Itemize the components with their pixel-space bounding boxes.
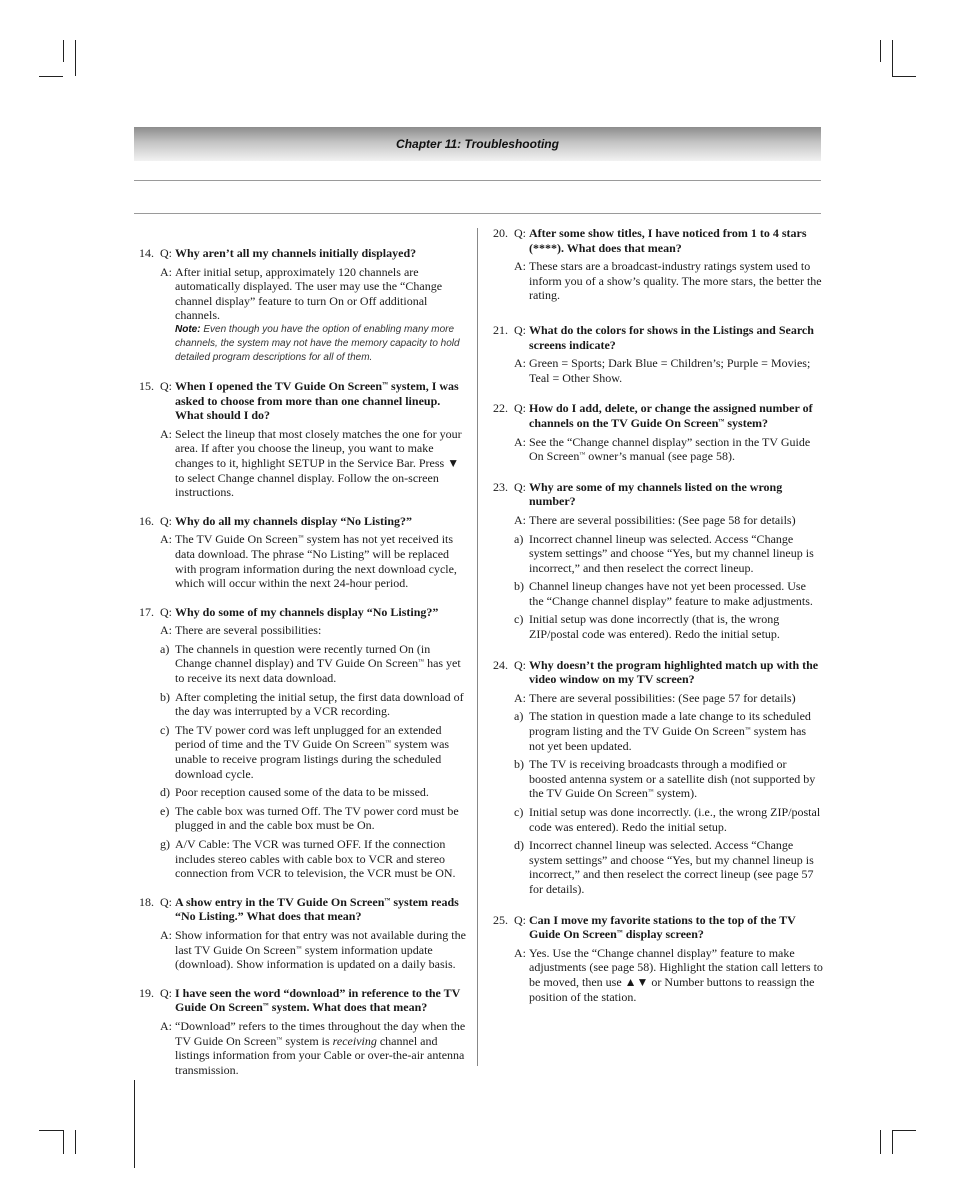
answer-emphasis: receiving: [332, 1033, 377, 1048]
question-text-part: display screen?: [622, 927, 704, 942]
list-text: Poor reception caused some of the data to be missed.: [175, 785, 429, 800]
question-text: [529, 401, 823, 430]
question-text-part: I have seen the word “download” in reference to the TV Guide On Screen: [175, 985, 461, 1015]
list-item: [514, 838, 823, 896]
question-number: 14.: [139, 246, 154, 260]
trademark-symbol: ™: [616, 930, 623, 937]
list-item: [514, 757, 823, 801]
answer-text: [175, 1019, 469, 1077]
answer-label: A:: [514, 259, 526, 274]
list-text-part: The channels in question were recently turned On (in Change channel display) and TV Guide On Screen: [175, 641, 431, 671]
answer-label: A:: [160, 927, 172, 942]
list-label: b): [514, 757, 524, 772]
faq-item: [478, 226, 823, 303]
answer-text: Green = Sports; Dark Blue = Children’s; Purple = Movies; Teal = Other Show.: [529, 356, 811, 385]
faq-item: [124, 246, 469, 365]
list-text-part: The TV is receiving broadcasts through a modified or boosted antenna system or a satellite dish (not supported by the TV Guide On Screen: [529, 757, 816, 801]
question-label: Q:: [160, 513, 172, 528]
list-text: Initial setup was done incorrectly. (i.e., the wrong ZIP/postal code was entered). Redo the initial setup.: [529, 805, 821, 834]
trademark-symbol: ™: [382, 381, 389, 388]
answer-text: [529, 435, 823, 464]
faq-item: [478, 913, 823, 1005]
list-item: [514, 579, 823, 608]
answer-text: These stars are a broadcast-industry ratings system used to inform you of a show’s quality. The more stars, the better the rating.: [529, 259, 822, 303]
list-label: a): [160, 641, 170, 656]
down-arrow-icon: ▼: [447, 455, 460, 470]
question-text-part: system, I was asked to choose from more than one channel lineup. What should I do?: [175, 378, 459, 423]
answer-text: [529, 946, 823, 1004]
question-text: [175, 379, 469, 423]
trademark-symbol: ™: [384, 897, 391, 904]
list-item: [160, 689, 469, 719]
list-item: [514, 805, 823, 834]
list-label: c): [514, 805, 524, 819]
trademark-symbol: ™: [418, 659, 425, 666]
answer-label: A:: [514, 690, 526, 705]
answer-text-part: system has not yet received its data download. The phrase “No Listing” will be replaced with program information during the next download cycle, which will occur within the next 24-hour period.: [175, 532, 457, 591]
answer-text: There are several possibilities:: [175, 623, 322, 638]
answer-text-part: owner’s manual (see page 58).: [585, 449, 735, 464]
trademark-symbol: ™: [385, 740, 392, 747]
faq-item: [124, 379, 469, 500]
list-label: a): [514, 531, 524, 546]
header-rule: [134, 213, 821, 214]
faq-item: [124, 986, 469, 1078]
question-number: 17.: [139, 604, 154, 619]
list-text-part: The TV power cord was left unplugged for an extended period of time and the TV Guide On Screen: [175, 722, 442, 752]
note-label: Note:: [175, 323, 201, 335]
list-label: c): [160, 722, 170, 737]
answer-label: A:: [160, 264, 172, 279]
question-text-part: A show entry in the TV Guide On Screen: [175, 894, 385, 909]
note: [175, 323, 469, 365]
answer-text-part: “Download” refers to the times throughout the day when the TV Guide On Screen: [175, 1018, 466, 1048]
answer-text-part: See the “Change channel display” section in the TV Guide On Screen: [529, 434, 811, 464]
chapter-header: [134, 127, 821, 161]
question-number: 20.: [493, 226, 508, 240]
header-rule: [134, 180, 821, 181]
list-item: [514, 612, 823, 642]
trademark-symbol: ™: [262, 1003, 269, 1010]
left-column: [124, 246, 469, 1077]
question-text-part: system?: [724, 415, 769, 430]
question-text-part: Can I move my favorite stations to the top of the TV Guide On Screen: [529, 912, 796, 942]
trademark-symbol: ™: [295, 945, 302, 952]
question-number: 21.: [493, 322, 508, 337]
answer-text: There are several possibilities: (See page 57 for details): [529, 690, 796, 705]
list-item: [514, 531, 823, 576]
list-item: [514, 709, 823, 753]
question-text: What do the colors for shows in the Listings and Search screens indicate?: [529, 322, 814, 352]
up-down-arrow-icon: ▲▼: [624, 974, 649, 989]
answer-text-part: to select Change channel display. Follow the on-screen instructions.: [175, 470, 439, 500]
answer: [124, 1019, 469, 1077]
list-text-part: system has not yet been updated.: [529, 724, 807, 753]
answer: [124, 265, 469, 365]
answer-text-part: system is: [282, 1033, 333, 1048]
answer: [478, 435, 823, 464]
trademark-symbol: ™: [647, 789, 654, 796]
question-label: Q:: [160, 985, 172, 1000]
question-text: [175, 895, 469, 924]
list-item: [160, 803, 469, 833]
list-label: b): [514, 579, 524, 594]
answer: [124, 928, 469, 972]
question-number: 24.: [493, 657, 508, 672]
list-text: Incorrect channel lineup was selected. Access “Change system settings” and choose “Yes, but my channel lineup is incorrect,” and then reselect the correct lineup (see page 57 for details).: [529, 838, 814, 896]
list-label: d): [160, 785, 170, 800]
question-text: Why do some of my channels display “No Listing?”: [175, 604, 439, 619]
answer-text-part: system information update (download). Show information is updated on a daily basis.: [175, 942, 456, 972]
list-item: [160, 722, 469, 781]
question-number: 22.: [493, 401, 508, 416]
answer-text: [175, 427, 469, 500]
trademark-symbol: ™: [579, 452, 586, 459]
list-item: [160, 785, 469, 800]
list-label: g): [160, 837, 170, 851]
list-text-part: The station in question made a late change to its scheduled program listing and the TV Guide On Screen: [529, 709, 811, 739]
answer: [124, 532, 469, 590]
faq-item: [124, 895, 469, 972]
faq-item: [478, 401, 823, 463]
list-text-part: has yet to receive its next data download.: [175, 656, 461, 686]
list-label: a): [514, 709, 524, 724]
answer: [478, 259, 823, 303]
question-text: Why do all my channels display “No Listing?”: [175, 513, 413, 528]
answer-label: A:: [160, 1018, 172, 1033]
note-text: Even though you have the option of enabling many more channels, the system may not have the memory capacity to hold detailed program descriptions for all of them.: [175, 323, 460, 363]
answer-text: After initial setup, approximately 120 channels are automatically displayed. The user may use the “Change channel display” feature to turn On or Off additional channels.: [175, 264, 443, 323]
answer-label: A:: [514, 945, 526, 960]
list-text-part: system).: [653, 786, 698, 801]
faq-item: [124, 605, 469, 881]
answer: [478, 691, 823, 706]
faq-item: [478, 323, 823, 385]
question-label: Q:: [160, 246, 172, 260]
answer-text-part: Select the lineup that most closely matches the one for your area. If after you choose the lineup, you want to make changes to it, highlight SETUP in the Service Bar. Press: [175, 426, 462, 470]
trademark-symbol: ™: [297, 535, 304, 542]
answer-label: A:: [160, 532, 172, 547]
answer: [478, 356, 823, 385]
question-label: Q:: [160, 894, 172, 909]
answer-text-part: Show information for that entry was not available during the last TV Guide On Screen: [175, 927, 466, 957]
faq-item: [124, 514, 469, 591]
list-text: A/V Cable: The VCR was turned OFF. If the connection includes stereo cables with cable box to VCR and stereo connection from VCR to television, the VCR must be ON.: [175, 837, 456, 881]
question-label: Q:: [514, 657, 526, 672]
trademark-symbol: ™: [718, 418, 725, 425]
list-text: After completing the initial setup, the first data download of the day was interrupted by a VCR recording.: [175, 689, 464, 719]
question-text: [529, 913, 823, 942]
list-item: [160, 641, 469, 686]
question-number: 19.: [139, 985, 154, 1000]
list-label: e): [160, 803, 170, 818]
list-text: The cable box was turned Off. The TV power cord must be plugged in and the cable box must be On.: [175, 803, 459, 833]
list-text: Incorrect channel lineup was selected. Access “Change system settings” and choose “Yes, but my channel lineup is incorrect,” and then reselect the correct lineup.: [529, 531, 814, 575]
faq-item: [478, 658, 823, 897]
list-item: [160, 837, 469, 881]
question-text-part: When I opened the TV Guide On Screen: [175, 378, 383, 393]
answer-text: [175, 928, 469, 972]
answer-text-part: Yes. Use the “Change channel display” feature to make adjustments (see page 58). Highlight the station call letters to be moved, then use: [529, 945, 823, 989]
answer-label: A:: [514, 356, 526, 371]
trademark-symbol: ™: [744, 727, 751, 734]
chapter-title: Chapter 11: Troubleshooting: [396, 137, 559, 151]
answer: [124, 427, 469, 500]
question-number: 23.: [493, 479, 508, 494]
answer-text-part: or Number buttons to reassign the position of the station.: [529, 974, 815, 1004]
question-number: 15.: [139, 378, 154, 393]
list-text: Channel lineup changes have not yet been processed. Use the “Change channel display” feature to make adjustments.: [529, 579, 813, 608]
question-text-part: How do I add, delete, or change the assigned number of channels on the TV Guide On Screen: [529, 401, 813, 430]
question-label: Q:: [160, 604, 172, 619]
question-label: Q:: [514, 322, 526, 337]
answer-label: A:: [514, 434, 526, 449]
question-text: Why aren’t all my channels initially displayed?: [175, 246, 417, 260]
answer-label: A:: [160, 623, 172, 638]
answer-text-part: channel and listings information from your Cable or over-the-air antenna transmission.: [175, 1033, 465, 1077]
list-label: c): [514, 612, 524, 627]
faq-item: [478, 480, 823, 642]
answer-label: A:: [514, 512, 526, 527]
answer: [124, 623, 469, 638]
answer: [478, 946, 823, 1004]
list-text-part: system was unable to receive program listings during the scheduled download cycle.: [175, 737, 450, 781]
list-text: Initial setup was done incorrectly (that is, the wrong ZIP/postal code was entered). Redo the initial setup.: [529, 612, 780, 642]
answer-label: A:: [160, 426, 172, 441]
list-label: d): [514, 838, 524, 853]
question-label: Q:: [160, 378, 172, 393]
answer-text: [175, 532, 469, 590]
trademark-symbol: ™: [276, 1036, 283, 1043]
question-text: Why are some of my channels listed on the wrong number?: [529, 479, 783, 509]
question-text: Why doesn’t the program highlighted match up with the video window on my TV screen?: [529, 657, 819, 687]
answer-text: There are several possibilities: (See page 58 for details): [529, 512, 796, 527]
list-label: b): [160, 689, 170, 704]
question-label: Q:: [514, 912, 526, 927]
question-number: 25.: [493, 912, 508, 927]
question-text-part: system reads “No Listing.” What does that mean?: [175, 894, 459, 924]
question-label: Q:: [514, 479, 526, 494]
right-column: [478, 226, 823, 1004]
question-text: After some show titles, I have noticed from 1 to 4 stars (****). What does that mean?: [529, 226, 807, 255]
question-label: Q:: [514, 226, 526, 240]
question-number: 18.: [139, 894, 154, 909]
question-text-part: system. What does that mean?: [268, 1000, 428, 1015]
answer: [478, 513, 823, 528]
question-number: 16.: [139, 513, 154, 528]
question-text: [175, 986, 469, 1015]
answer-text-part: The TV Guide On Screen: [175, 532, 298, 547]
question-label: Q:: [514, 401, 526, 416]
